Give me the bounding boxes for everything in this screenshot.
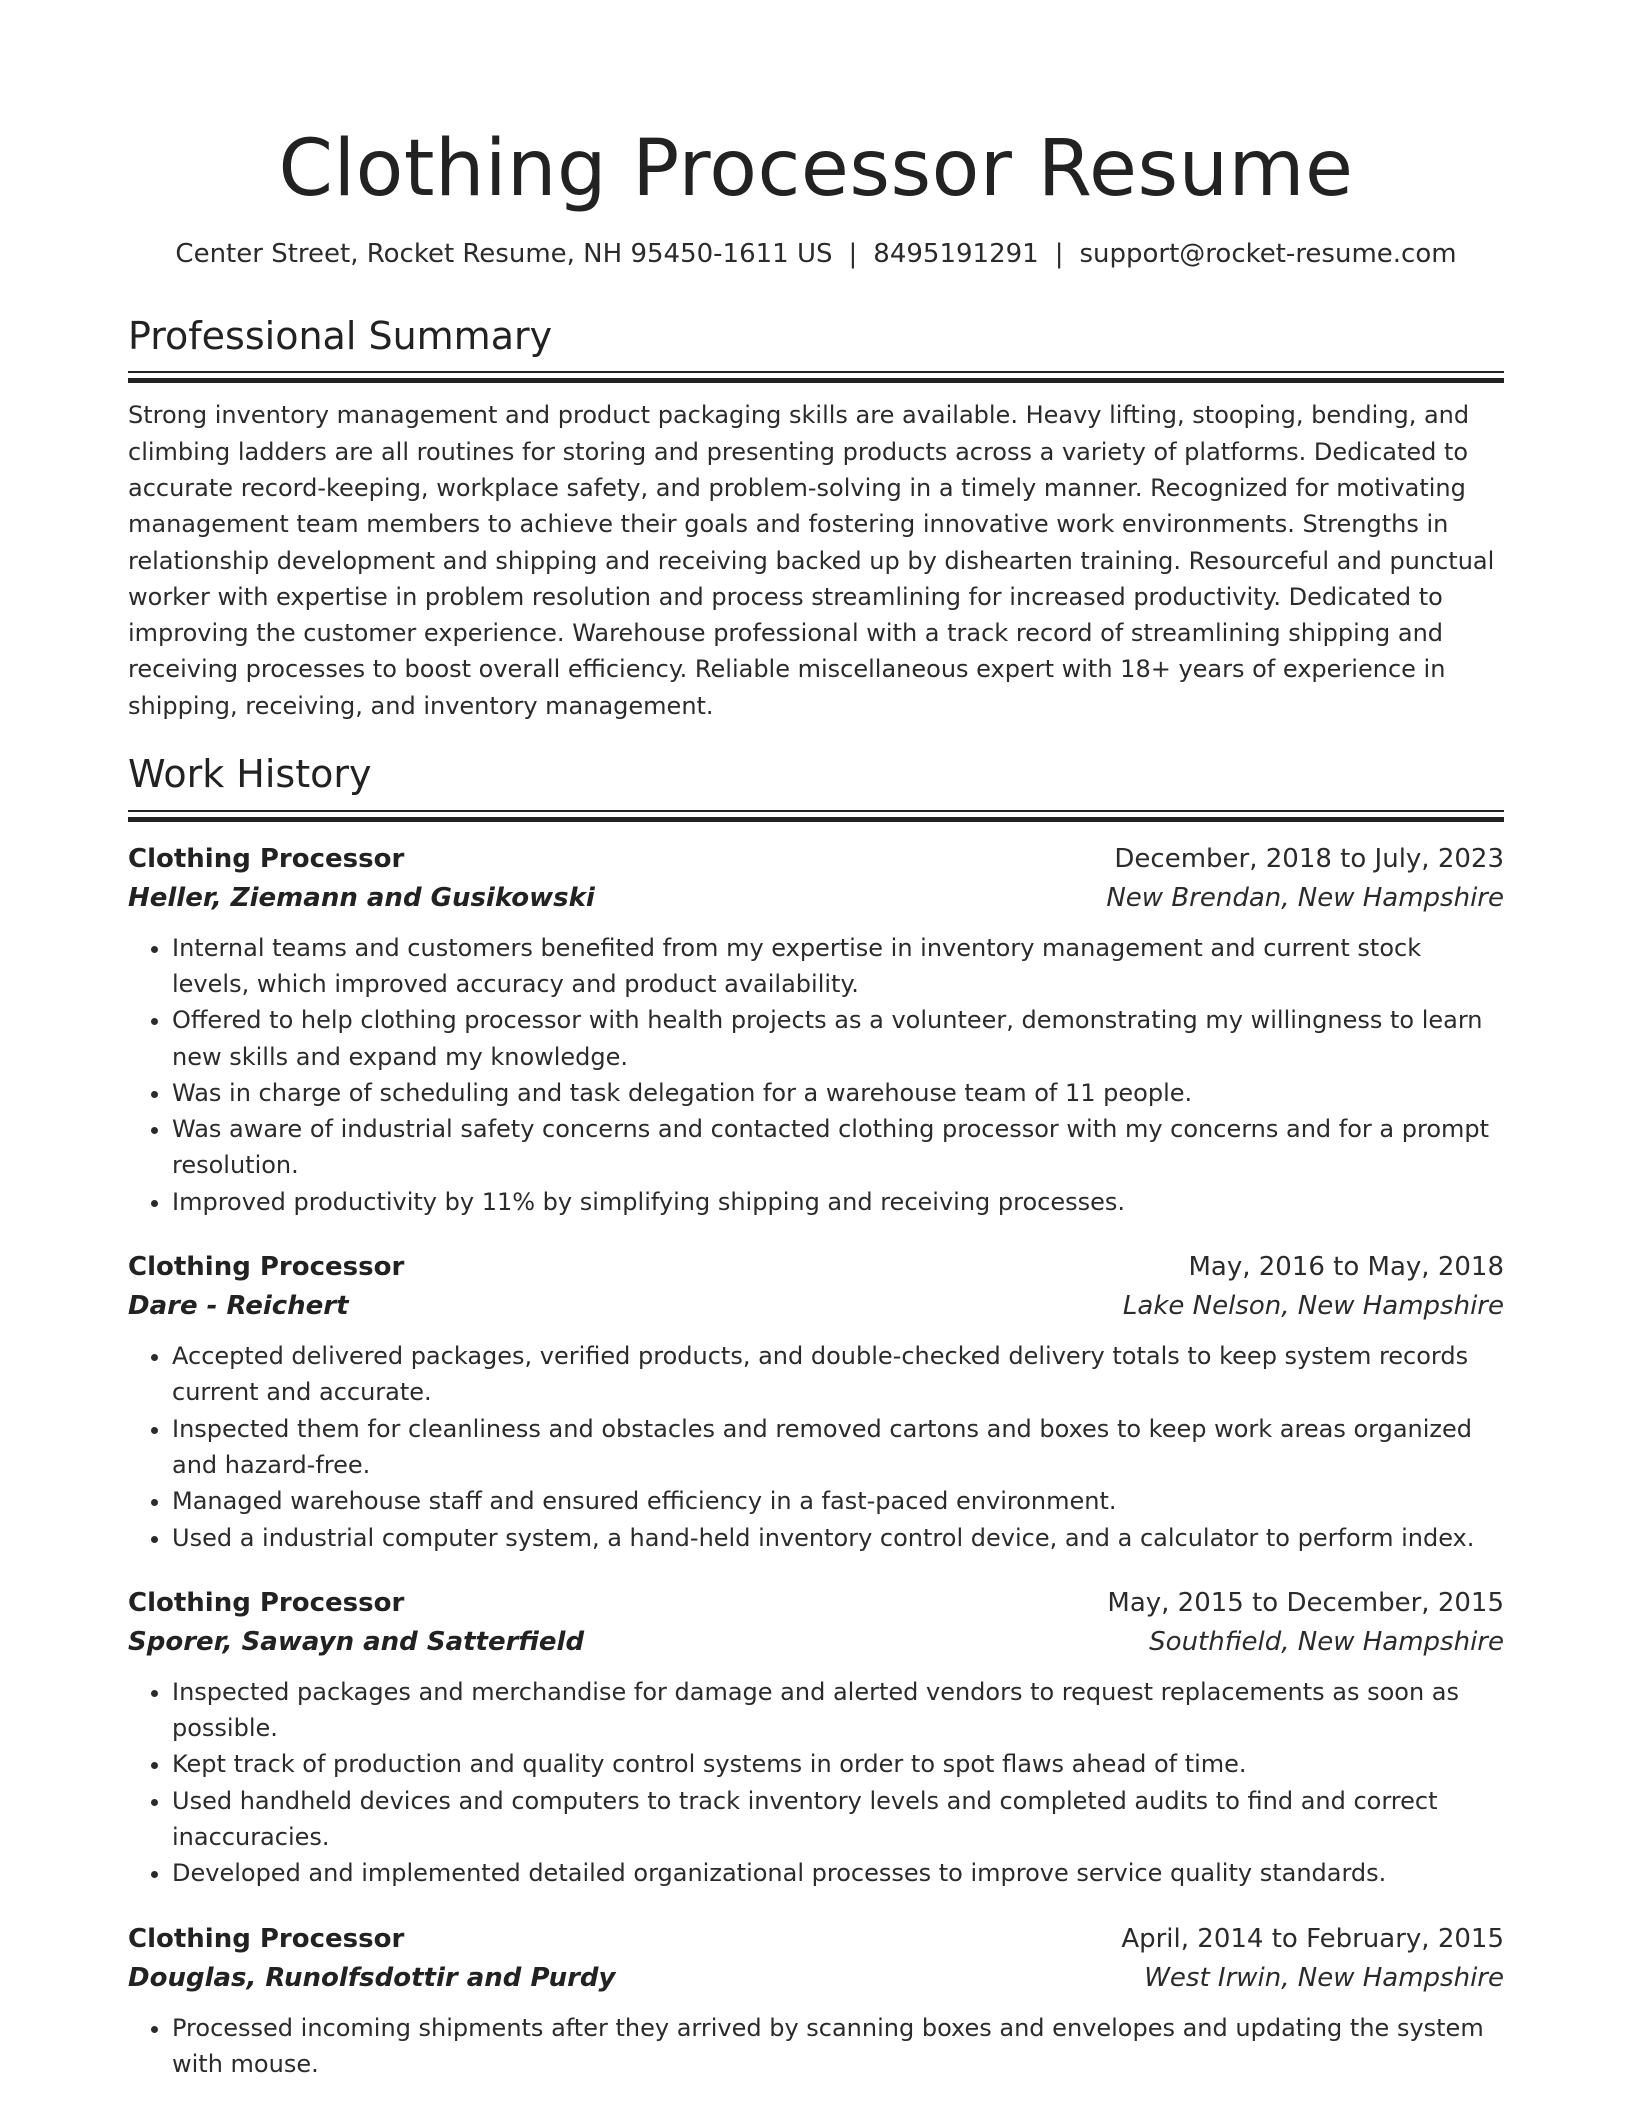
job-bullets (128, 1674, 1504, 1892)
job-bullet: • Used a industrial computer system, a hand-held inventory control device, and a calculator to perform index. (172, 1520, 1504, 1556)
section-divider (128, 371, 1504, 373)
job-bullet: • Internal teams and customers benefited from my expertise in inventory management and current stock levels, which improved accuracy and product availability. (172, 930, 1504, 1003)
job-bullet: • Offered to help clothing processor with health projects as a volunteer, demonstrating my willingness to learn new skills and expand my knowledge. (172, 1002, 1504, 1075)
job-header-row (128, 1920, 1504, 1959)
job-bullet: • Was aware of industrial safety concerns and contacted clothing processor with my concerns and for a prompt resolution. (172, 1111, 1504, 1184)
section-divider (128, 810, 1504, 812)
job-title: Clothing Processor (128, 1252, 405, 1283)
job-bullet: • Managed warehouse staff and ensured efficiency in a fast-paced environment. (172, 1483, 1504, 1519)
job-employer-row (128, 879, 1504, 918)
job-entry (128, 840, 1504, 1220)
job-bullet: • Inspected packages and merchandise for damage and alerted vendors to request replacements as soon as possible. (172, 1674, 1504, 1747)
job-entry (128, 1920, 1504, 2083)
job-location: Southfield, New Hampshire (1149, 1626, 1504, 1657)
job-bullet: • Accepted delivered packages, verified products, and double-checked delivery totals to keep system records current and accurate. (172, 1338, 1504, 1411)
contact-address: Center Street, Rocket Resume, NH 95450-1611 US (175, 239, 833, 269)
section-divider-thick (128, 378, 1504, 383)
job-bullet: • Used handheld devices and computers to track inventory levels and completed audits to find and correct inaccuracies. (172, 1783, 1504, 1856)
job-entry (128, 1584, 1504, 1892)
page-title: Clothing Processor Resume (278, 124, 1354, 214)
job-title: Clothing Processor (128, 1923, 405, 1954)
job-employer-row (128, 1959, 1504, 1998)
section-title-summary: Professional Summary (128, 313, 553, 358)
job-employer: Douglas, Runolfsdottir and Purdy (128, 1962, 616, 1993)
job-bullet: • Improved productivity by 11% by simplifying shipping and receiving processes. (172, 1184, 1504, 1220)
job-bullets (128, 1338, 1504, 1556)
resume-page (128, 0, 1504, 2082)
contact-line (128, 238, 1504, 272)
job-dates: May, 2015 to December, 2015 (1107, 1587, 1504, 1618)
section-divider-thick (128, 817, 1504, 822)
contact-separator: | (848, 239, 858, 269)
job-employer-row (128, 1623, 1504, 1662)
job-bullet: • Developed and implemented detailed organizational processes to improve service quality standards. (172, 1855, 1504, 1891)
professional-summary-section (128, 314, 1504, 724)
job-header-row (128, 1248, 1504, 1287)
job-dates: April, 2014 to February, 2015 (1121, 1923, 1504, 1954)
contact-separator: | (1054, 239, 1064, 269)
job-employer-row (128, 1287, 1504, 1326)
job-location: West Irwin, New Hampshire (1144, 1962, 1504, 1993)
job-header-row (128, 840, 1504, 879)
summary-text: Strong inventory management and product packaging skills are available. Heavy lifting, stooping, bending, and climbing ladders are all routines for storing and presenting products across a variety of platforms. Dedicated to accurate record-keeping, workplace safety, and problem-solving in a timely manner. Recognized for motivating management team members to achieve their goals and fostering innovative work environments. Strengths in relationship development and shipping and receiving backed up by dishearten training. Resourceful and punctual worker with expertise in problem resolution and process streamlining for increased productivity. Dedicated to improving the customer experience. Warehouse professional with a track record of streamlining shipping and receiving processes to boost overall efficiency. Reliable miscellaneous expert with 18+ years of experience in shipping, receiving, and inventory management. (128, 401, 1495, 720)
job-bullets (128, 2010, 1504, 2083)
job-bullet: • Was in charge of scheduling and task delegation for a warehouse team of 11 people. (172, 1075, 1504, 1111)
job-bullet: • Processed incoming shipments after they arrived by scanning boxes and envelopes and updating the system with mouse. (172, 2010, 1504, 2083)
job-employer: Dare - Reichert (128, 1291, 349, 1322)
job-bullet: • Inspected them for cleanliness and obstacles and removed cartons and boxes to keep work areas organized and hazard-free. (172, 1411, 1504, 1484)
job-dates: May, 2016 to May, 2018 (1188, 1252, 1504, 1283)
job-title: Clothing Processor (128, 1587, 405, 1618)
job-entry (128, 1248, 1504, 1556)
job-title: Clothing Processor (128, 843, 405, 874)
section-title-work-history: Work History (128, 752, 372, 797)
work-history-section (128, 752, 1504, 2082)
job-dates: December, 2018 to July, 2023 (1114, 843, 1504, 874)
job-employer: Sporer, Sawayn and Satterfield (128, 1626, 585, 1657)
job-bullet: • Kept track of production and quality control systems in order to spot flaws ahead of time. (172, 1746, 1504, 1782)
job-header-row (128, 1584, 1504, 1623)
contact-phone: 8495191291 (873, 239, 1039, 269)
job-location: New Brendan, New Hampshire (1106, 882, 1504, 913)
job-employer: Heller, Ziemann and Gusikowski (128, 882, 595, 913)
job-location: Lake Nelson, New Hampshire (1122, 1291, 1504, 1322)
contact-email: support@rocket-resume.com (1079, 239, 1457, 269)
job-bullets (128, 930, 1504, 1220)
